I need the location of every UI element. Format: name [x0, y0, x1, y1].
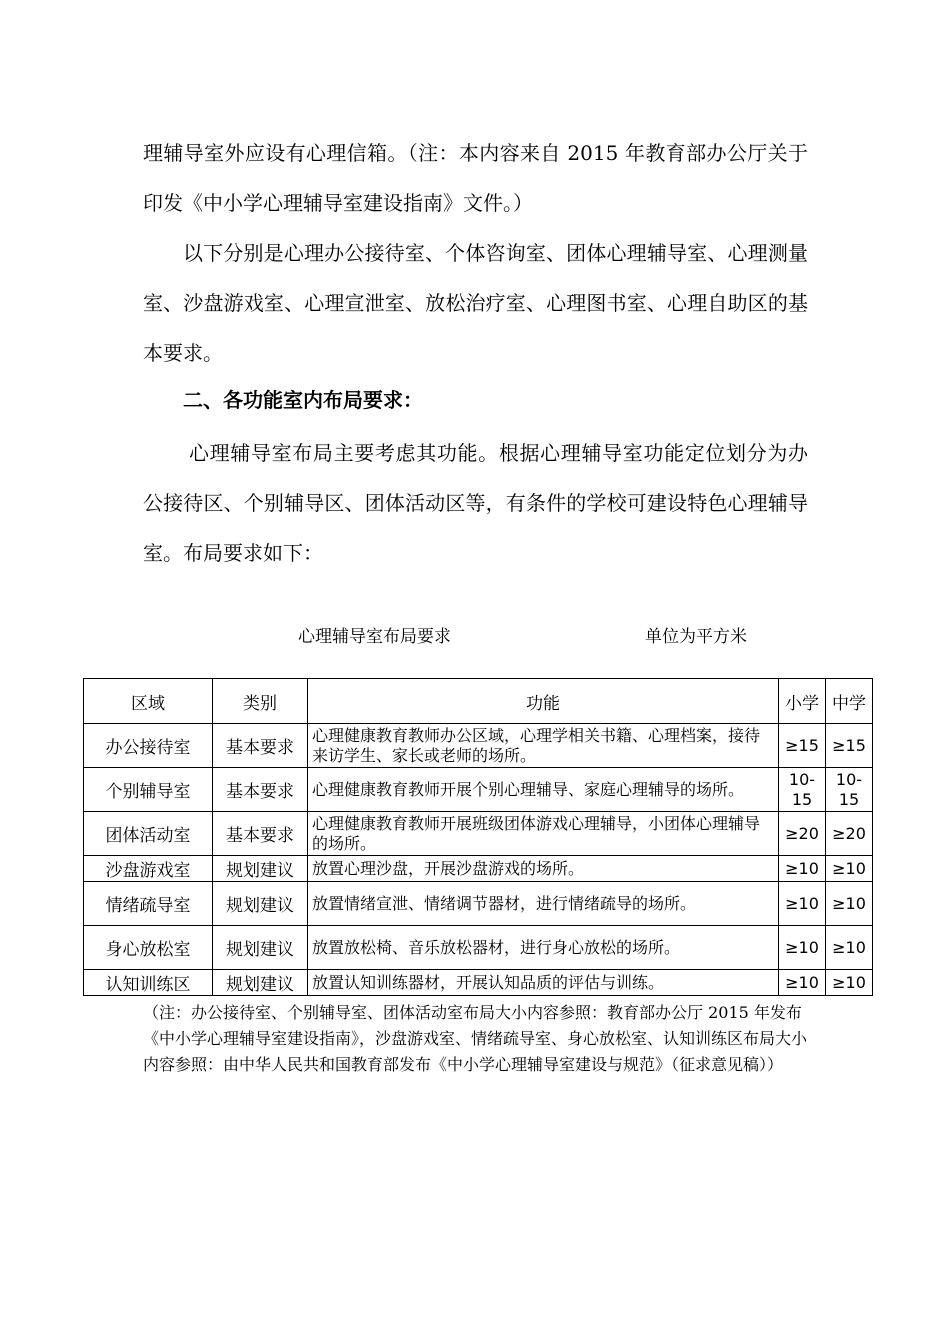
- paragraph-intro: 理辅导室外应设有心理信箱。（注：本内容来自 2015 年教育部办公厅关于印发《中小学心理辅导室建设指南》文件。）: [143, 141, 808, 215]
- cell-area: 办公接待室: [84, 724, 213, 768]
- table-row: [84, 768, 873, 812]
- cell-category: 规划建议: [213, 882, 308, 926]
- table-row: [84, 970, 873, 996]
- header-middle: 中学: [826, 679, 873, 724]
- cell-category: 规划建议: [213, 970, 308, 996]
- cell-middle: ≥20: [826, 812, 873, 856]
- cell-middle: ≥10: [826, 926, 873, 970]
- table-row: [84, 882, 873, 926]
- cell-function: 放置心理沙盘，开展沙盘游戏的场所。: [308, 856, 779, 882]
- cell-category: 规划建议: [213, 926, 308, 970]
- cell-middle: ≥10: [826, 882, 873, 926]
- cell-middle: ≥10: [826, 856, 873, 882]
- section-heading: 二、各功能室内布局要求：: [183, 388, 423, 412]
- cell-function: 心理健康教育教师办公区域，心理学相关书籍、心理档案，接待来访学生、家长或老师的场所。: [308, 724, 779, 768]
- paragraph-layout: 心理辅导室布局主要考虑其功能。根据心理辅导室功能定位划分为办公接待区、个别辅导区、团体活动区等，有条件的学校可建设特色心理辅导室。布局要求如下：: [143, 441, 808, 565]
- cell-category: 规划建议: [213, 856, 308, 882]
- cell-middle: ≥15: [826, 724, 873, 768]
- cell-primary: 10-15: [779, 768, 826, 812]
- table-unit: 单位为平方米: [645, 627, 747, 647]
- table-note: （注：办公接待室、个别辅导室、团体活动室布局大小内容参照：教育部办公厅 2015 年发布《中小学心理辅导室建设指南》，沙盘游戏室、情绪疏导室、身心放松室、认知训练区布局大小内容参照：由中华人民共和国教育部发布《中小学心理辅导室建设与规范》（征求意见稿））: [143, 1003, 808, 1074]
- cell-middle: 10-15: [826, 768, 873, 812]
- table-row: [84, 926, 873, 970]
- cell-area: 认知训练区: [84, 970, 213, 996]
- cell-function: 心理健康教育教师开展个别心理辅导、家庭心理辅导的场所。: [308, 768, 779, 812]
- layout-requirements-table: [83, 678, 873, 996]
- cell-primary: ≥10: [779, 882, 826, 926]
- cell-area: 团体活动室: [84, 812, 213, 856]
- cell-primary: ≥10: [779, 926, 826, 970]
- cell-area: 个别辅导室: [84, 768, 213, 812]
- cell-area: 身心放松室: [84, 926, 213, 970]
- cell-area: 情绪疏导室: [84, 882, 213, 926]
- cell-area: 沙盘游戏室: [84, 856, 213, 882]
- paragraph-room-list: 以下分别是心理办公接待室、个体咨询室、团体心理辅导室、心理测量室、沙盘游戏室、心理宣泄室、放松治疗室、心理图书室、心理自助区的基本要求。: [143, 241, 808, 365]
- header-primary: 小学: [779, 679, 826, 724]
- table-header-row: [84, 679, 873, 724]
- cell-function: 放置情绪宣泄、情绪调节器材，进行情绪疏导的场所。: [308, 882, 779, 926]
- header-function: 功能: [308, 679, 779, 724]
- cell-category: 基本要求: [213, 724, 308, 768]
- header-category: 类别: [213, 679, 308, 724]
- table-row: [84, 812, 873, 856]
- cell-category: 基本要求: [213, 812, 308, 856]
- cell-category: 基本要求: [213, 768, 308, 812]
- table-caption: 心理辅导室布局要求: [298, 627, 451, 647]
- cell-primary: ≥15: [779, 724, 826, 768]
- table-row: [84, 724, 873, 768]
- cell-primary: ≥20: [779, 812, 826, 856]
- cell-primary: ≥10: [779, 856, 826, 882]
- cell-function: 心理健康教育教师开展班级团体游戏心理辅导，小团体心理辅导的场所。: [308, 812, 779, 856]
- cell-function: 放置放松椅、音乐放松器材，进行身心放松的场所。: [308, 926, 779, 970]
- cell-primary: ≥10: [779, 970, 826, 996]
- header-area: 区域: [84, 679, 213, 724]
- cell-middle: ≥10: [826, 970, 873, 996]
- table-row: [84, 856, 873, 882]
- cell-function: 放置认知训练器材，开展认知品质的评估与训练。: [308, 970, 779, 996]
